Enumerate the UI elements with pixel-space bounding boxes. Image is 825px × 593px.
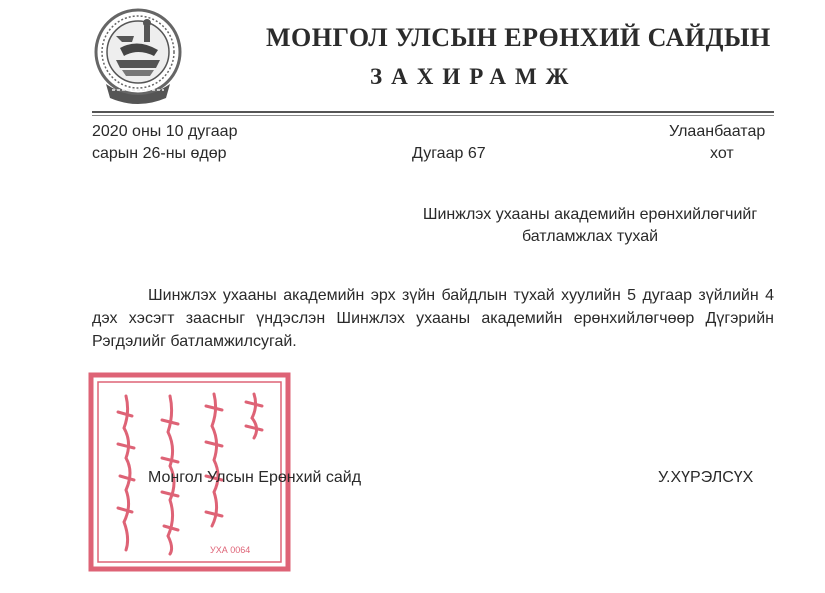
document-number: Дугаар 67 bbox=[412, 145, 486, 162]
document-title: МОНГОЛ УЛСЫН ЕРӨНХИЙ САЙДЫН bbox=[266, 23, 771, 52]
subject-line-2: батламжлах тухай bbox=[521, 228, 659, 245]
date-line-1: 2020 оны 10 дугаар bbox=[92, 123, 238, 140]
signatory-name: У.ХҮРЭЛСҮХ bbox=[658, 469, 754, 486]
subject-heading bbox=[400, 204, 780, 248]
date-line-2: сарын 26-ны өдөр bbox=[92, 145, 227, 162]
body-paragraph: Шинжлэх ухааны академийн эрх зүйн байдлын тухай хуулийн 5 дугаар зүйлийн 4 дэх хэсэгт заасныг үндэслэн Шинжлэх ухааны академийн ерөнхийлөгчөөр Дүгэрийн Рэгдэлийг батламжилсугай. bbox=[92, 287, 774, 350]
subject-line-1: Шинжлэх ухааны академийн ерөнхийлөгчийг bbox=[422, 206, 758, 223]
header-divider bbox=[92, 111, 774, 113]
state-emblem-icon bbox=[92, 6, 184, 106]
signatory-position: Монгол Улсын Ерөнхий сайд bbox=[148, 469, 362, 486]
seal-code: УХА 0064 bbox=[210, 545, 251, 555]
place-line-1: Улаанбаатар bbox=[669, 123, 766, 140]
place-line-2: хот bbox=[710, 145, 734, 162]
document-type: ЗАХИРАМЖ bbox=[370, 64, 578, 89]
header-divider-thin bbox=[92, 115, 774, 116]
